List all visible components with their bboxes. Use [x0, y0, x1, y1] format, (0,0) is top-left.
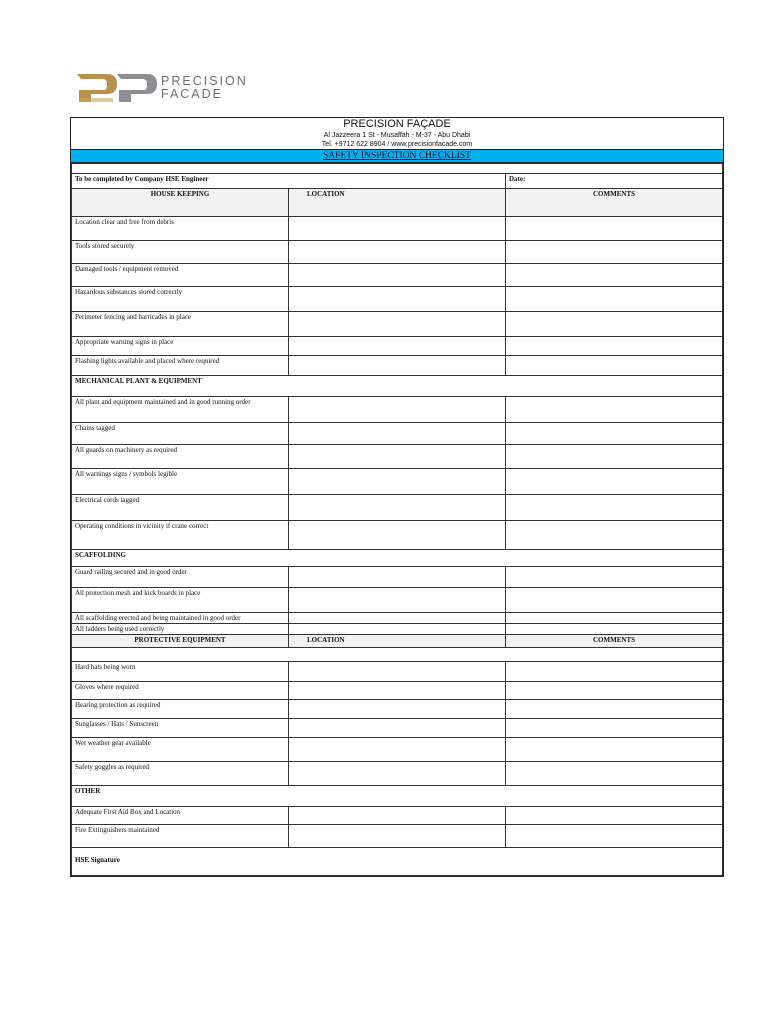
location-cell[interactable]: [289, 521, 506, 550]
checklist-item: Hazardous substances stored correctly: [72, 287, 289, 312]
date-field[interactable]: Date:: [506, 174, 723, 189]
comments-cell[interactable]: [506, 588, 723, 613]
logo-text-line2: FACADE: [161, 87, 224, 101]
comments-cell[interactable]: [506, 738, 723, 762]
comments-column-header: COMMENTS: [506, 635, 723, 648]
scaffolding-heading: SCAFFOLDING: [72, 550, 723, 567]
checklist-item: All ladders being used correctly: [72, 624, 289, 635]
comments-cell[interactable]: [506, 312, 723, 337]
checklist-item: All guards on machinery as required: [72, 445, 289, 469]
mechanical-heading: MECHANICAL PLANT & EQUIPMENT: [72, 376, 723, 397]
checklist-item: Tools stored securely: [72, 241, 289, 264]
comments-cell[interactable]: [506, 337, 723, 356]
house-keeping-heading: HOUSE KEEPING: [72, 189, 289, 217]
checklist-item: Damaged tools / equipment removed: [72, 264, 289, 287]
location-column-header: LOCATION: [289, 189, 506, 217]
location-cell[interactable]: [289, 825, 506, 848]
comments-cell[interactable]: [506, 423, 723, 445]
comments-cell[interactable]: [506, 287, 723, 312]
comments-cell[interactable]: [506, 397, 723, 423]
checklist-item: Operating conditions in vicinity if crane correct: [72, 521, 289, 550]
form-title: SAFETY INSPECTION CHECKLIST: [71, 149, 723, 163]
location-cell[interactable]: [289, 217, 506, 241]
comments-cell[interactable]: [506, 662, 723, 682]
spacer-row: [72, 164, 723, 174]
location-cell[interactable]: [289, 287, 506, 312]
location-cell[interactable]: [289, 807, 506, 825]
comments-cell[interactable]: [506, 719, 723, 738]
company-name: PRECISION FAÇADE: [343, 118, 451, 130]
comments-cell[interactable]: [506, 356, 723, 376]
checklist-item: Flashing lights available and placed where required: [72, 356, 289, 376]
checklist-item: All plant and equipment maintained and in good running order: [72, 397, 289, 423]
comments-cell[interactable]: [506, 825, 723, 848]
location-cell[interactable]: [289, 495, 506, 521]
checklist-item: Electrical cords tagged: [72, 495, 289, 521]
checklist-item: All warnings signs / symbols legible: [72, 469, 289, 495]
comments-cell[interactable]: [506, 495, 723, 521]
checklist-item: Hearing protection as required: [72, 700, 289, 719]
checklist-item: Sunglasses / Hats / Sunscreen: [72, 719, 289, 738]
comments-cell[interactable]: [506, 807, 723, 825]
comments-cell[interactable]: [506, 217, 723, 241]
comments-cell[interactable]: [506, 469, 723, 495]
location-cell[interactable]: [289, 588, 506, 613]
comments-cell[interactable]: [506, 700, 723, 719]
location-cell[interactable]: [289, 312, 506, 337]
location-cell[interactable]: [289, 423, 506, 445]
spacer-row: [72, 648, 723, 662]
location-cell[interactable]: [289, 700, 506, 719]
checklist-table: [71, 163, 723, 876]
protective-heading: PROTECTIVE EQUIPMENT: [72, 635, 289, 648]
location-cell[interactable]: [289, 567, 506, 588]
logo-text-line1: PRECISION: [161, 74, 248, 88]
comments-cell[interactable]: [506, 264, 723, 287]
other-heading: OTHER: [72, 786, 723, 807]
precision-facade-logo-mark: [73, 70, 159, 106]
checklist-item: Adequate First Aid Box and Location: [72, 807, 289, 825]
location-cell[interactable]: [289, 445, 506, 469]
location-cell[interactable]: [289, 397, 506, 423]
company-contact: Tel. +9712 622 8904 / www.precisionfacade.com: [321, 141, 473, 148]
location-cell[interactable]: [289, 719, 506, 738]
checklist-item: Chains tagged: [72, 423, 289, 445]
checklist-item: Hard hats being worn: [72, 662, 289, 682]
company-logo: [73, 70, 263, 106]
hse-signature-field[interactable]: [72, 848, 723, 876]
location-cell[interactable]: [289, 662, 506, 682]
location-cell[interactable]: [289, 356, 506, 376]
completed-by-label: To be completed by Company HSE Engineer: [72, 174, 506, 189]
comments-cell[interactable]: [506, 521, 723, 550]
comments-cell[interactable]: [506, 445, 723, 469]
checklist-item: All protection mesh and kick boards in place: [72, 588, 289, 613]
comments-cell[interactable]: [506, 682, 723, 700]
comments-cell[interactable]: [506, 241, 723, 264]
location-column-header: LOCATION: [289, 635, 506, 648]
comments-cell[interactable]: [506, 567, 723, 588]
location-cell[interactable]: [289, 469, 506, 495]
comments-column-header: COMMENTS: [506, 189, 723, 217]
company-header: [71, 118, 723, 149]
location-cell[interactable]: [289, 337, 506, 356]
checklist-item: Safety goggles as required: [72, 762, 289, 786]
checklist-item: Appropriate warning signs in place: [72, 337, 289, 356]
location-cell[interactable]: [289, 682, 506, 700]
checklist-item: Wet weather gear available: [72, 738, 289, 762]
location-cell[interactable]: [289, 624, 506, 635]
checklist-item: Perimeter fencing and barricades in place: [72, 312, 289, 337]
location-cell[interactable]: [289, 241, 506, 264]
checklist-item: Gloves where required: [72, 682, 289, 700]
comments-cell[interactable]: [506, 624, 723, 635]
checklist-sheet: [70, 117, 724, 877]
company-address: Al Jazzeera 1 St - Musaffah - M-37 - Abu Dhabi: [323, 132, 471, 139]
location-cell[interactable]: [289, 264, 506, 287]
location-cell[interactable]: [289, 613, 506, 624]
location-cell[interactable]: [289, 762, 506, 786]
comments-cell[interactable]: [506, 613, 723, 624]
checklist-item: Location clear and free from debris: [72, 217, 289, 241]
checklist-item: All scaffolding erected and being maintained in good order: [72, 613, 289, 624]
checklist-item: Fire Extinguishers maintained: [72, 825, 289, 848]
comments-cell[interactable]: [506, 762, 723, 786]
hse-signature-label: HSE Signature: [75, 856, 120, 864]
location-cell[interactable]: [289, 738, 506, 762]
checklist-item: Guard railing secured and in good order: [72, 567, 289, 588]
